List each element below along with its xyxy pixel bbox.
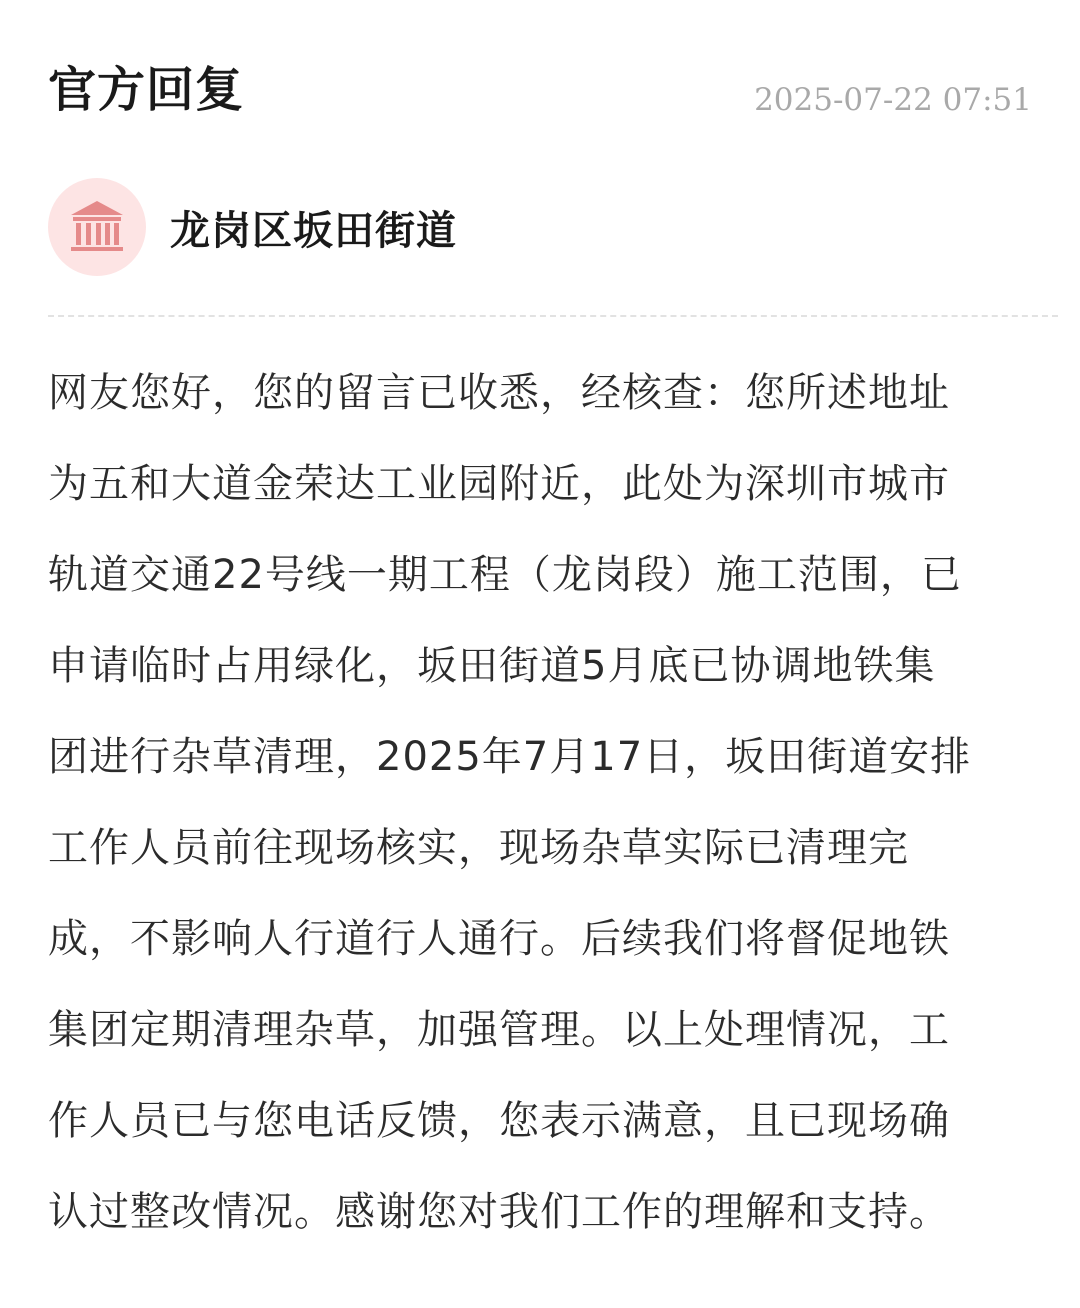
divider	[48, 315, 1058, 317]
reply-line: 网友您好，您的留言已收悉，经核查：您所述地址	[48, 370, 950, 416]
reply-line: 工作人员前往现场核实，现场杂草实际已清理完	[48, 825, 909, 871]
reply-content	[48, 348, 1040, 1258]
page-title: 官方回复	[48, 62, 245, 118]
reply-line: 申请临时占用绿化，坂田街道5月底已协调地铁集	[48, 643, 936, 689]
reply-line: 集团定期清理杂草，加强管理。以上处理情况，工	[48, 1007, 950, 1053]
reply-line: 轨道交通22号线一期工程（龙岗段）施工范围，已	[48, 552, 962, 598]
reply-line: 为五和大道金荣达工业园附近，此处为深圳市城市	[48, 461, 950, 507]
government-building-icon	[67, 197, 127, 257]
reply-timestamp: 2025-07-22 07:51	[754, 82, 1032, 118]
reply-header	[48, 58, 1032, 122]
reply-line: 成，不影响人行道行人通行。后续我们将督促地铁	[48, 916, 950, 962]
reply-line: 认过整改情况。感谢您对我们工作的理解和支持。	[48, 1189, 950, 1235]
reply-line: 作人员已与您电话反馈，您表示满意，且已现场确	[48, 1098, 950, 1144]
org-info[interactable]	[48, 178, 457, 276]
org-name: 龙岗区坂田街道	[170, 207, 457, 254]
avatar	[48, 178, 146, 276]
reply-line: 团进行杂草清理，2025年7月17日，坂田街道安排	[48, 734, 972, 780]
